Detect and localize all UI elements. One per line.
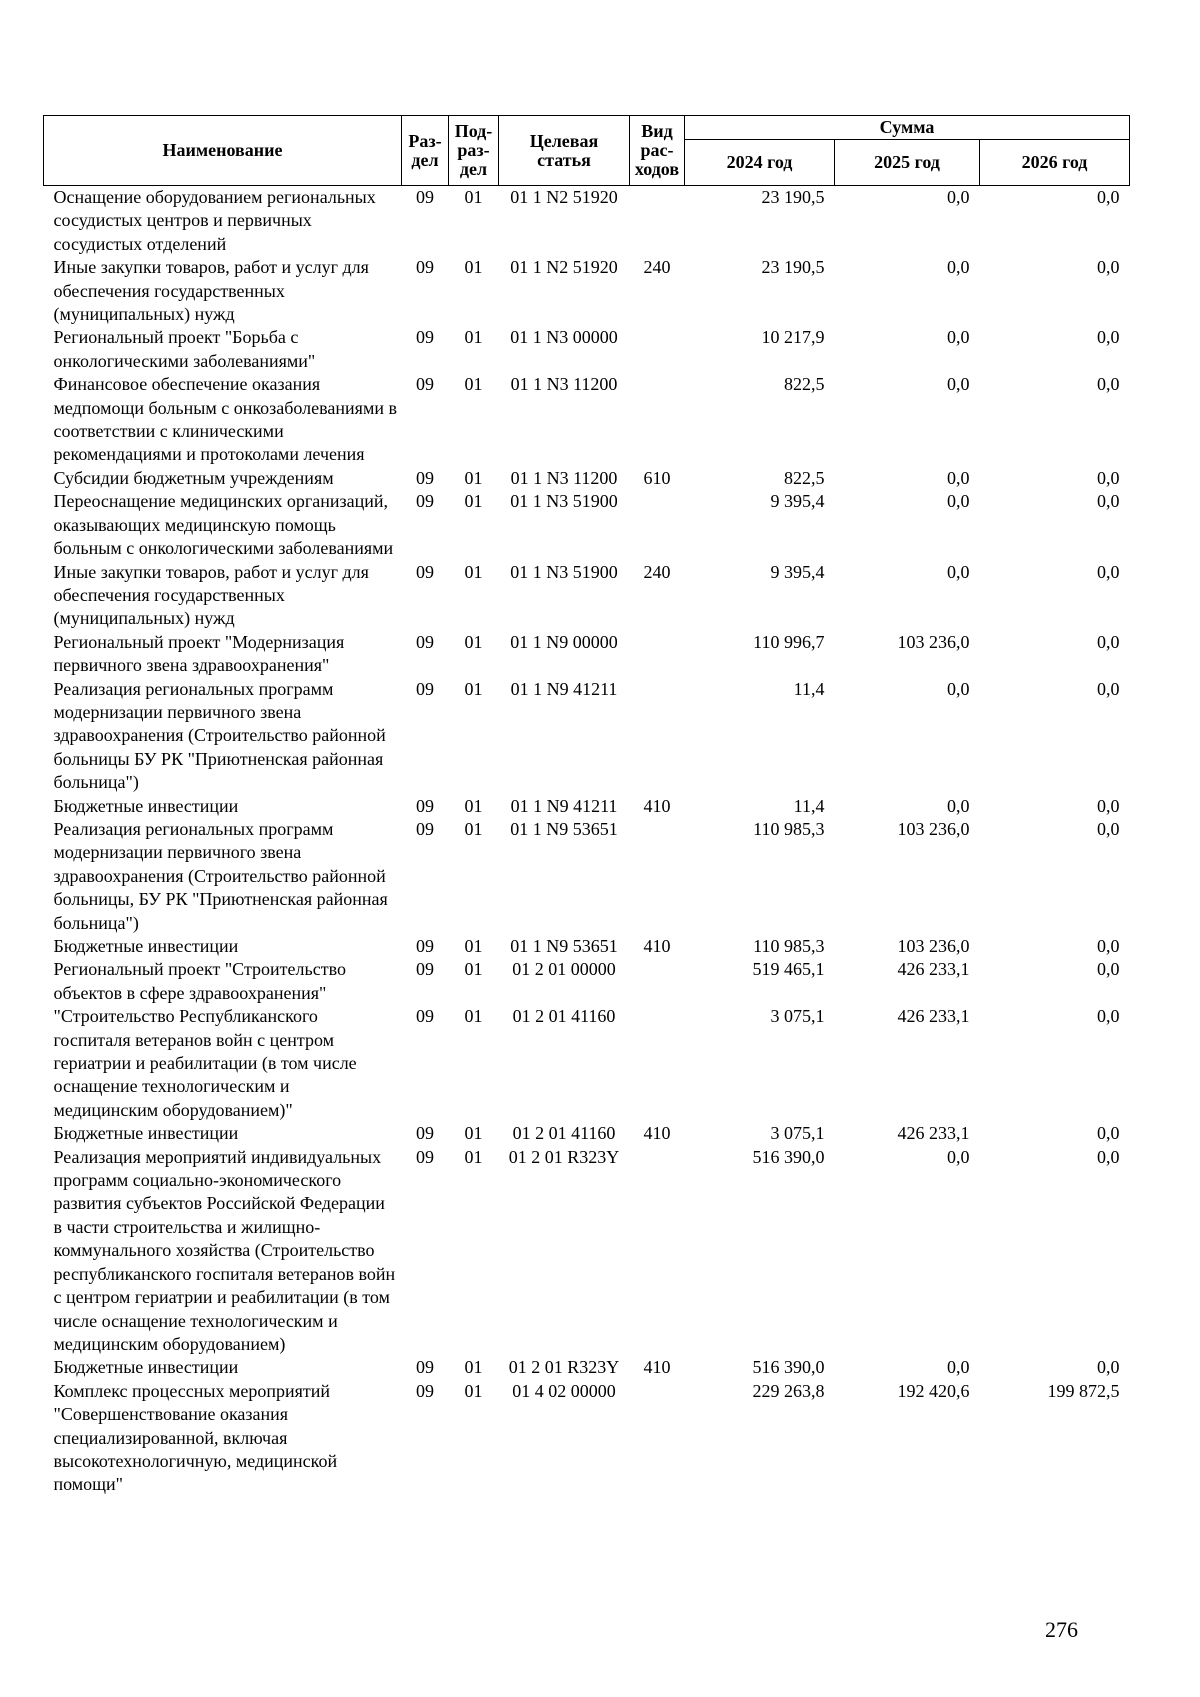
cell-celevaya: 01 1 N9 53651	[510, 936, 618, 956]
cell-2025: 0,0	[947, 257, 970, 278]
cell-2026: 0,0	[1097, 187, 1120, 207]
cell-2026: 0,0	[1097, 795, 1120, 816]
cell-name: Переоснащение медицинских организаций, оказывающих медицинскую помощь больным с онкологическими заболеваниями	[53, 491, 394, 559]
cell-2024: 9 395,4	[770, 491, 825, 512]
table-row	[44, 678, 1130, 795]
table-row	[44, 1005, 1130, 1122]
table-row	[44, 795, 1130, 818]
cell-2025: 0,0	[947, 374, 970, 395]
cell-vid	[630, 1005, 685, 1122]
cell-2024: 110 996,7	[753, 631, 825, 652]
cell-celevaya: 01 2 01 00000	[512, 959, 616, 980]
cell-name: Бюджетные инвестиции	[53, 1357, 239, 1378]
cell-razdel: 09	[416, 959, 434, 980]
cell-razdel: 09	[416, 257, 434, 278]
cell-celevaya: 01 1 N2 51920	[510, 257, 618, 278]
cell-podrazdel: 01	[464, 1380, 483, 1401]
cell-name: Финансовое обеспечение оказания медпомощи больным с онкозаболеваниями в соответствии с клиническими рекомендациями и протоколами лечения	[53, 374, 397, 465]
cell-celevaya: 01 4 02 00000	[512, 1380, 616, 1401]
cell-2026: 0,0	[1097, 257, 1120, 278]
cell-vid	[630, 678, 685, 795]
cell-podrazdel: 01	[464, 1357, 483, 1378]
cell-razdel: 09	[416, 327, 434, 348]
cell-name: Реализация мероприятий индивидуальных программ социально-экономического развития субъектов Российской Федерации в части строительства и жилищно-коммунального хозяйства (Строительство республиканского госпиталя ветеранов войн с центром гериатрии и реабилитации (в том числе оснащение технологическим и медицинским оборудованием)	[53, 1146, 396, 1354]
table-row	[44, 373, 1130, 467]
cell-podrazdel: 01	[464, 936, 483, 956]
cell-2024: 3 075,1	[770, 1006, 825, 1027]
cell-vid: 240	[643, 561, 671, 582]
cell-celevaya: 01 2 01 41160	[512, 1006, 616, 1027]
cell-podrazdel: 01	[464, 561, 483, 582]
cell-celevaya: 01 1 N3 51900	[510, 491, 618, 512]
cell-razdel: 09	[416, 187, 434, 207]
cell-razdel: 09	[416, 1380, 434, 1401]
cell-name: Региональный проект "Строительство объектов в сфере здравоохранения"	[53, 959, 346, 1003]
cell-name: Иные закупки товаров, работ и услуг для обеспечения государственных (муниципальных) нужд	[53, 257, 369, 325]
cell-razdel: 09	[416, 818, 434, 839]
cell-2025: 0,0	[947, 795, 970, 816]
cell-name: Региональный проект "Модернизация первичного звена здравоохранения"	[53, 631, 345, 676]
cell-2025: 426 233,1	[897, 1006, 970, 1027]
cell-2024: 110 985,3	[753, 936, 825, 956]
header-vid: Вид рас- ходов	[630, 116, 685, 186]
cell-vid	[630, 326, 685, 373]
cell-2026: 0,0	[1097, 1006, 1120, 1027]
cell-celevaya: 01 1 N3 51900	[510, 561, 618, 582]
table-row	[44, 467, 1130, 490]
cell-razdel: 09	[416, 561, 434, 582]
cell-podrazdel: 01	[464, 374, 483, 395]
cell-podrazdel: 01	[464, 818, 483, 839]
header-razdel: Раз- дел	[402, 116, 449, 186]
cell-podrazdel: 01	[464, 1006, 483, 1027]
cell-2024: 11,4	[793, 678, 825, 699]
table-row	[44, 958, 1130, 1005]
cell-vid: 410	[643, 1123, 671, 1144]
table-row	[44, 1122, 1130, 1145]
cell-2024: 519 465,1	[752, 959, 825, 980]
cell-vid	[630, 1380, 685, 1497]
cell-2025: 192 420,6	[897, 1380, 970, 1401]
cell-celevaya: 01 1 N9 41211	[510, 795, 618, 816]
cell-2026: 0,0	[1097, 491, 1120, 512]
cell-razdel: 09	[416, 936, 434, 956]
cell-name: Реализация региональных программ модернизации первичного звена здравоохранения (Строительство районной больницы БУ РК "Приютненская районная больница")	[53, 678, 386, 793]
cell-2025: 0,0	[947, 467, 970, 488]
cell-name: Региональный проект "Борьба с онкологическими заболеваниями"	[53, 327, 316, 371]
header-2024: 2024 год	[685, 140, 835, 186]
cell-2026: 0,0	[1097, 959, 1120, 980]
cell-podrazdel: 01	[464, 467, 483, 488]
cell-2025: 103 236,0	[897, 818, 970, 839]
table-row	[44, 326, 1130, 373]
cell-2025: 0,0	[947, 678, 970, 699]
cell-2024: 10 217,9	[761, 327, 825, 348]
cell-podrazdel: 01	[464, 327, 483, 348]
header-summa: Сумма	[685, 116, 1130, 140]
cell-razdel: 09	[416, 1357, 434, 1378]
cell-podrazdel: 01	[464, 1123, 483, 1144]
table-row	[44, 186, 1130, 257]
cell-2026: 0,0	[1097, 1146, 1120, 1167]
cell-vid: 610	[643, 467, 671, 488]
header-2025: 2025 год	[835, 140, 980, 186]
cell-name: Оснащение оборудованием региональных сосудистых центров и первичных сосудистых отделений	[53, 187, 376, 254]
cell-2026: 0,0	[1097, 467, 1120, 488]
cell-2026: 0,0	[1097, 818, 1120, 839]
cell-2025: 0,0	[947, 1146, 970, 1167]
cell-2024: 822,5	[784, 374, 825, 395]
cell-2025: 0,0	[947, 491, 970, 512]
cell-2024: 110 985,3	[753, 818, 825, 839]
table-row	[44, 490, 1130, 560]
cell-2024: 11,4	[793, 795, 825, 816]
cell-2025: 0,0	[947, 561, 970, 582]
cell-podrazdel: 01	[464, 257, 483, 278]
header-name: Наименование	[44, 116, 402, 186]
cell-2026: 0,0	[1097, 936, 1120, 956]
cell-podrazdel: 01	[464, 187, 483, 207]
cell-vid: 410	[643, 795, 671, 816]
header-2026: 2026 год	[980, 140, 1130, 186]
table-row	[44, 256, 1130, 326]
cell-2025: 0,0	[947, 327, 970, 348]
cell-celevaya: 01 1 N3 11200	[510, 467, 618, 488]
cell-2024: 822,5	[784, 467, 825, 488]
cell-2025: 103 236,0	[897, 936, 970, 956]
cell-celevaya: 01 2 01 R323Y	[508, 1357, 620, 1378]
cell-name: Бюджетные инвестиции	[53, 795, 239, 816]
header-row-1	[44, 116, 1130, 140]
cell-razdel: 09	[416, 678, 434, 699]
cell-2026: 0,0	[1097, 678, 1120, 699]
cell-name: Бюджетные инвестиции	[53, 936, 239, 956]
cell-2024: 23 190,5	[761, 187, 825, 207]
cell-celevaya: 01 2 01 R323Y	[508, 1146, 620, 1167]
budget-table	[43, 115, 1130, 1497]
cell-2026: 0,0	[1097, 327, 1120, 348]
cell-celevaya: 01 2 01 41160	[512, 1123, 616, 1144]
cell-2026: 0,0	[1097, 631, 1120, 652]
cell-2025: 426 233,1	[897, 959, 970, 980]
table-row	[44, 1146, 1130, 1357]
cell-celevaya: 01 1 N3 00000	[510, 327, 618, 348]
cell-celevaya: 01 1 N2 51920	[510, 187, 618, 207]
cell-razdel: 09	[416, 374, 434, 395]
cell-podrazdel: 01	[464, 678, 483, 699]
header-celevaya: Целевая статья	[499, 116, 630, 186]
cell-razdel: 09	[416, 1006, 434, 1027]
table-row	[44, 561, 1130, 631]
cell-name: Комплекс процессных мероприятий "Совершенствование оказания специализированной, включая высокотехнологичную, медицинской помощи"	[53, 1380, 338, 1495]
cell-podrazdel: 01	[464, 795, 483, 816]
cell-razdel: 09	[416, 467, 434, 488]
cell-vid: 410	[643, 936, 671, 956]
cell-2026: 199 872,5	[1047, 1380, 1120, 1401]
table-row	[44, 1380, 1130, 1497]
cell-name: Иные закупки товаров, работ и услуг для обеспечения государственных (муниципальных) нужд	[53, 561, 369, 629]
cell-podrazdel: 01	[464, 491, 483, 512]
cell-vid	[630, 186, 685, 257]
cell-podrazdel: 01	[464, 1146, 483, 1167]
cell-name: Субсидии бюджетным учреждениям	[53, 467, 334, 488]
cell-vid	[630, 631, 685, 678]
cell-2024: 23 190,5	[761, 257, 825, 278]
cell-vid	[630, 490, 685, 560]
cell-2024: 516 390,0	[752, 1357, 825, 1378]
cell-celevaya: 01 1 N9 41211	[510, 678, 618, 699]
cell-2025: 103 236,0	[897, 631, 970, 652]
cell-name: Бюджетные инвестиции	[53, 1123, 239, 1144]
table-body	[44, 186, 1130, 1497]
cell-2026: 0,0	[1097, 561, 1120, 582]
cell-2026: 0,0	[1097, 374, 1120, 395]
cell-razdel: 09	[416, 795, 434, 816]
cell-name: Реализация региональных программ модернизации первичного звена здравоохранения (Строительство районной больницы, БУ РК "Приютненская районная больница")	[53, 818, 388, 933]
cell-2026: 0,0	[1097, 1123, 1120, 1144]
cell-name: "Строительство Республиканского госпиталя ветеранов войн с центром гериатрии и реабилитации (в том числе оснащение технологическим и медицинским оборудованием)"	[53, 1006, 357, 1120]
cell-razdel: 09	[416, 1123, 434, 1144]
table-row	[44, 631, 1130, 678]
cell-2024: 516 390,0	[752, 1146, 825, 1167]
cell-2025: 426 233,1	[897, 1123, 970, 1144]
header-podrazdel: Под- раз- дел	[449, 116, 499, 186]
cell-2024: 3 075,1	[770, 1123, 825, 1144]
cell-vid	[630, 958, 685, 1005]
cell-celevaya: 01 1 N3 11200	[510, 374, 618, 395]
cell-podrazdel: 01	[464, 959, 483, 980]
cell-vid	[630, 818, 685, 935]
cell-2024: 9 395,4	[770, 561, 825, 582]
table-row	[44, 818, 1130, 935]
cell-2026: 0,0	[1097, 1357, 1120, 1378]
cell-vid: 410	[643, 1357, 671, 1378]
cell-razdel: 09	[416, 1146, 434, 1167]
table-row	[44, 935, 1130, 958]
cell-2024: 229 263,8	[752, 1380, 825, 1401]
cell-2025: 0,0	[947, 1357, 970, 1378]
cell-2025: 0,0	[947, 187, 970, 207]
cell-podrazdel: 01	[464, 631, 483, 652]
table-row	[44, 1356, 1130, 1379]
cell-vid	[630, 373, 685, 467]
cell-vid	[630, 1146, 685, 1357]
cell-razdel: 09	[416, 491, 434, 512]
cell-vid: 240	[643, 257, 671, 278]
cell-razdel: 09	[416, 631, 434, 652]
page-number: 276	[1045, 1617, 1078, 1642]
cell-celevaya: 01 1 N9 00000	[510, 631, 618, 652]
cell-celevaya: 01 1 N9 53651	[510, 818, 618, 839]
